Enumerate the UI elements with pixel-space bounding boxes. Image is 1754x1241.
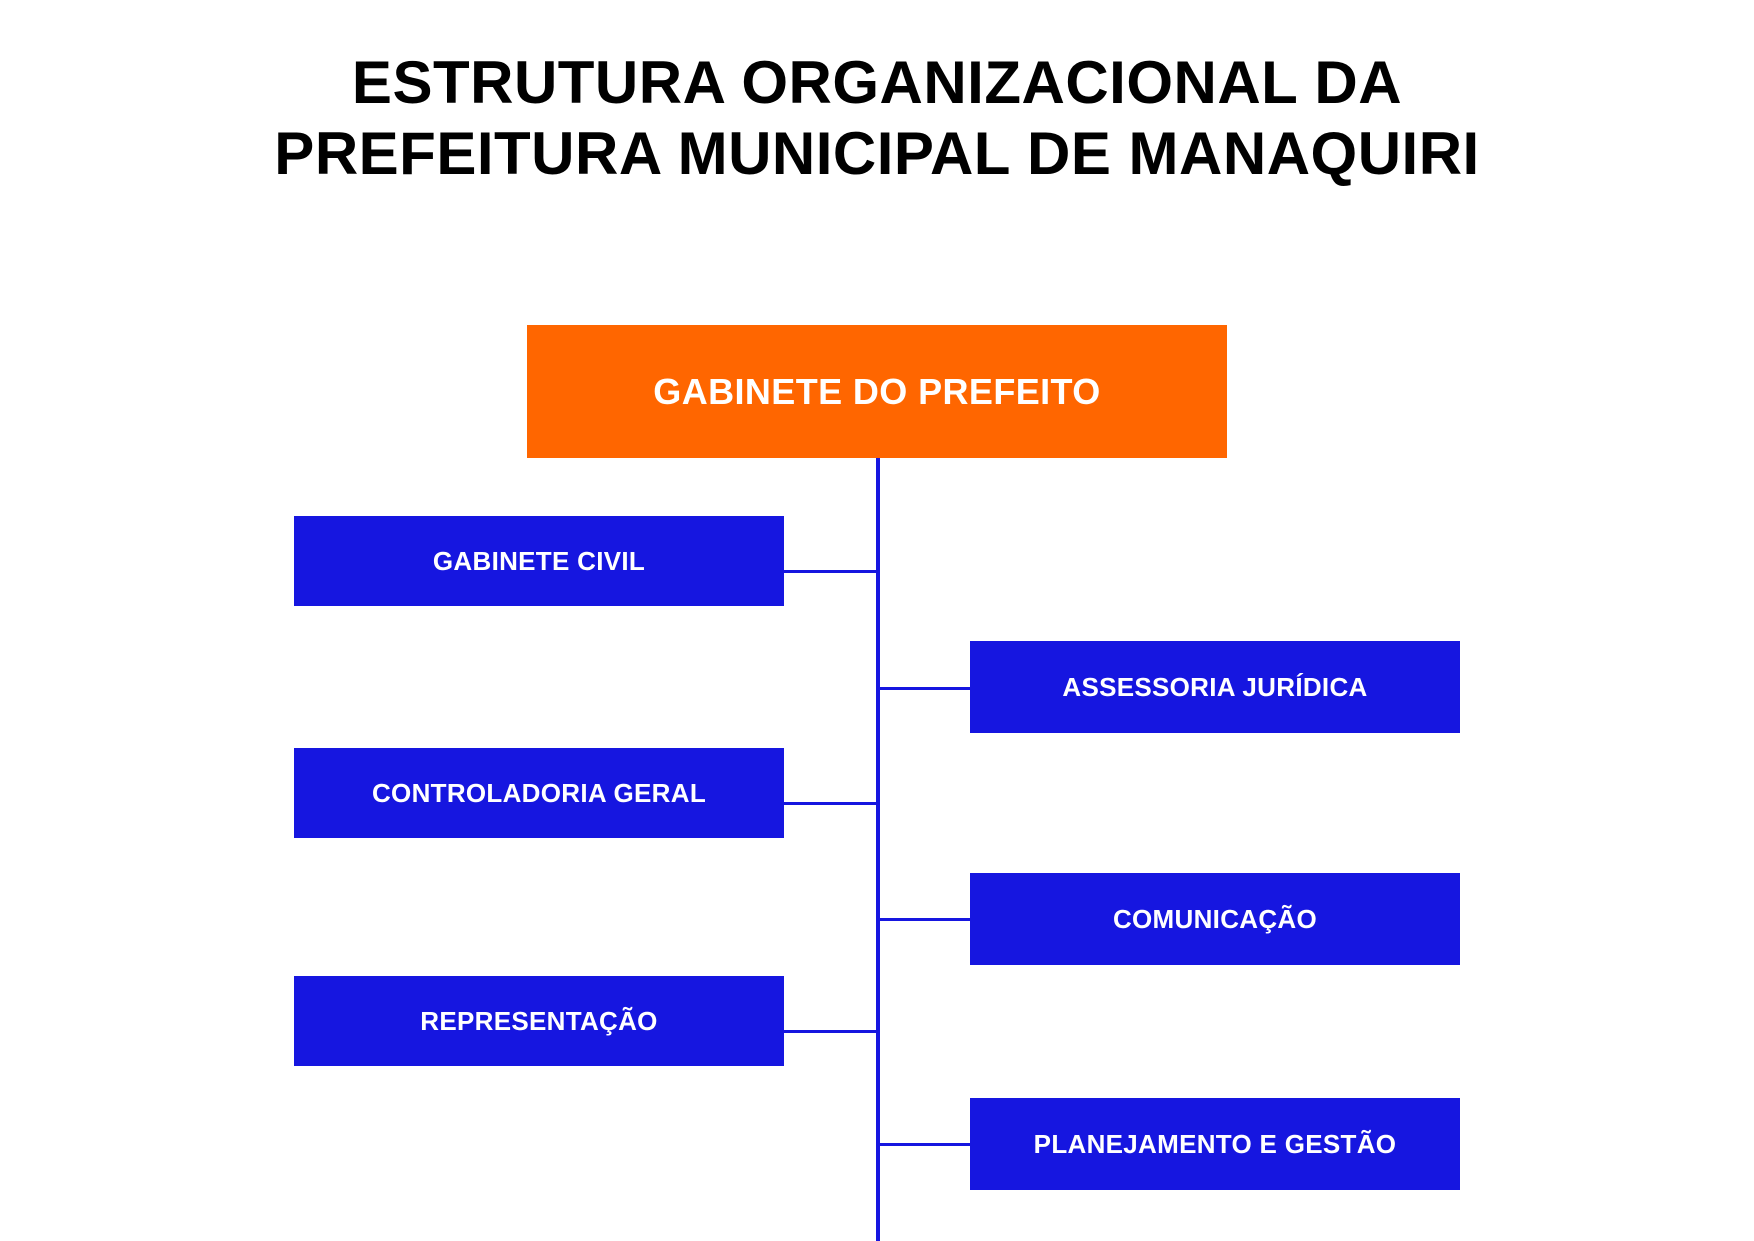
- connector-controladoria-geral: [784, 802, 878, 805]
- connector-planejamento-gestao: [878, 1143, 970, 1146]
- node-label: GABINETE CIVIL: [432, 545, 646, 576]
- node-gabinete-do-prefeito[interactable]: [527, 325, 1227, 458]
- node-representacao[interactable]: [294, 976, 784, 1066]
- connector-gabinete-civil: [784, 570, 878, 573]
- node-comunicacao[interactable]: [970, 873, 1460, 965]
- node-label: COMUNICAÇÃO: [1112, 903, 1318, 934]
- trunk-vertical-line: [876, 400, 880, 1241]
- page-title-line-1: ESTRUTURA ORGANIZACIONAL DA: [351, 49, 1403, 116]
- node-controladoria-geral[interactable]: [294, 748, 784, 838]
- node-gabinete-civil[interactable]: [294, 516, 784, 606]
- connector-representacao: [784, 1030, 878, 1033]
- page-title-line-2: PREFEITURA MUNICIPAL DE MANAQUIRI: [274, 119, 1480, 187]
- node-label: CONTROLADORIA GERAL: [371, 777, 707, 808]
- connector-assessoria-juridica: [878, 687, 970, 690]
- node-label: GABINETE DO PREFEITO: [653, 370, 1101, 412]
- node-assessoria-juridica[interactable]: [970, 641, 1460, 733]
- node-planejamento-e-gestao[interactable]: [970, 1098, 1460, 1190]
- page-title: [0, 48, 1754, 190]
- node-label: ASSESSORIA JURÍDICA: [1062, 671, 1368, 702]
- connector-comunicacao: [878, 918, 970, 921]
- node-label: REPRESENTAÇÃO: [420, 1005, 658, 1036]
- node-label: PLANEJAMENTO E GESTÃO: [1033, 1128, 1397, 1159]
